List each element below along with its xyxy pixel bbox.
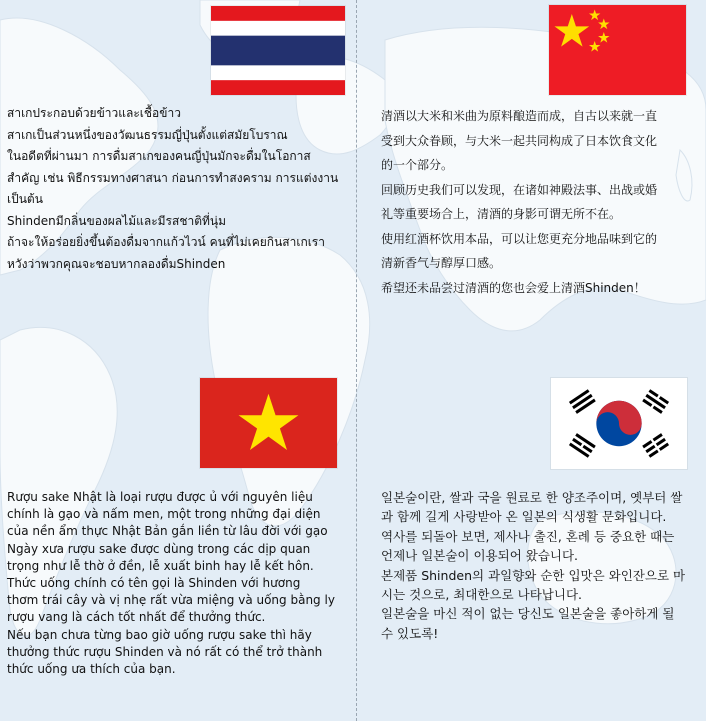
vietnamese-description	[7, 489, 335, 678]
china-flag	[549, 5, 686, 95]
chinese-description	[381, 104, 657, 300]
thai-line: สาเกประกอบด้วยข้าวและเชื้อข้าว	[7, 106, 181, 120]
vietnamese-line: thưởng thức rượu Shinden và nó rất có thể trở thành	[7, 644, 323, 659]
chinese-line: 使用红酒杯饮用本品，可以让您更充分地品味到它的	[381, 231, 658, 246]
chinese-line: 礼等重要场合上，清酒的身影可谓无所不在。	[381, 207, 622, 221]
vietnam-flag	[200, 378, 337, 468]
vietnamese-line: Rượu sake Nhật là loại rượu được ủ với nguyên liệu	[7, 490, 313, 504]
thai-line: สำคัญ เช่น พิธีกรรมทางศาสนา ก่อนการทำสงคราม การแต่งงาน	[7, 170, 339, 185]
thai-line: ในอดีตที่ผ่านมา การดื่มสาเกของคนญี่ปุ่นมักจะดื่มในโอกาส	[7, 149, 311, 163]
vietnamese-line: trọng như lễ thờ ở đền, lễ xuất binh hay lễ kết hôn.	[7, 558, 314, 573]
chinese-line: 清酒以大米和米曲为原料酿造而成，自古以来就一直	[381, 109, 658, 123]
vietnamese-line: thức uống ưa thích của bạn.	[7, 662, 176, 677]
vietnamese-line: Thức uống chính có tên gọi là Shinden với hương	[7, 576, 301, 591]
south-korea-flag	[551, 378, 687, 469]
thailand-flag	[211, 6, 345, 95]
vietnamese-line: thơm trái cây và vị nhẹ rất vừa miệng và uống bằng ly	[7, 593, 335, 608]
center-divider	[356, 0, 357, 721]
thai-line: ถ้าจะให้อร่อยยิ่งขึ้นต้องดื่มจากแก้วไวน์ คนที่ไม่เคยกินสาเกเรา	[7, 235, 325, 249]
vietnamese-line: của nền ẩm thực Nhật Bản gắn liền từ lâu đời với gạo	[7, 524, 328, 539]
thai-description	[7, 103, 338, 275]
korean-line: 일본술이란, 쌀과 국을 원료로 한 양조주이며, 옛부터 쌀	[381, 490, 683, 505]
chinese-line: 清新香气与醇厚口感。	[381, 256, 502, 270]
korean-line: 역사를 되돌아 보면, 제사나 출진, 혼례 등 중요한 때는	[381, 528, 675, 544]
vietnamese-line: Ngày xưa rượu sake được dùng trong các dịp quan	[7, 541, 311, 556]
korean-line: 언제나 일본술이 이용되어 왔습니다.	[381, 548, 579, 564]
korean-line: 시는 것으로, 최대한으로 나타납니다.	[381, 587, 582, 603]
korean-line: 본제품 Shinden의 과일향와 순한 입맛은 와인잔으로 마	[381, 567, 686, 583]
thai-line: Shindenมีกลิ่นของผลไม้และมีรสชาติที่นุ่ม	[7, 213, 227, 228]
thai-line: เป็นต้น	[7, 192, 43, 206]
chinese-line: 的一个部分。	[381, 158, 454, 172]
chinese-line: 回顾历史我们可以发现，在诸如神殿法事、出战或婚	[381, 182, 658, 197]
korean-line: 과 함께 길게 사랑받아 온 일본의 식생활 문화입니다.	[381, 509, 667, 525]
thai-line: หวังว่าพวกคุณจะชอบหากลองดื่มShinden	[7, 256, 226, 271]
korean-line: 일본술을 마신 적이 없는 당신도 일본술을 좋아하게 될	[381, 606, 675, 622]
vietnamese-line: Nếu bạn chưa từng bao giờ uống rượu sake thì hãy	[7, 627, 312, 642]
korean-description	[381, 488, 685, 643]
thai-line: สาเกเป็นส่วนหนึ่งของวัฒนธรรมญี่ปุ่นตั้งแต่สมัยโบราณ	[7, 127, 288, 142]
chinese-line: 希望还未品尝过清酒的您也会爱上清酒Shinden！	[381, 280, 646, 295]
vietnamese-line: rượu vang là cách tốt nhất để thưởng thức.	[7, 610, 266, 625]
chinese-line: 受到大众眷顾，与大米一起共同构成了日本饮食文化	[381, 133, 658, 148]
vietnamese-line: chính là gạo và nấm men, một trong những đại diện	[7, 507, 321, 522]
korean-line: 수 있도록!	[381, 625, 439, 641]
